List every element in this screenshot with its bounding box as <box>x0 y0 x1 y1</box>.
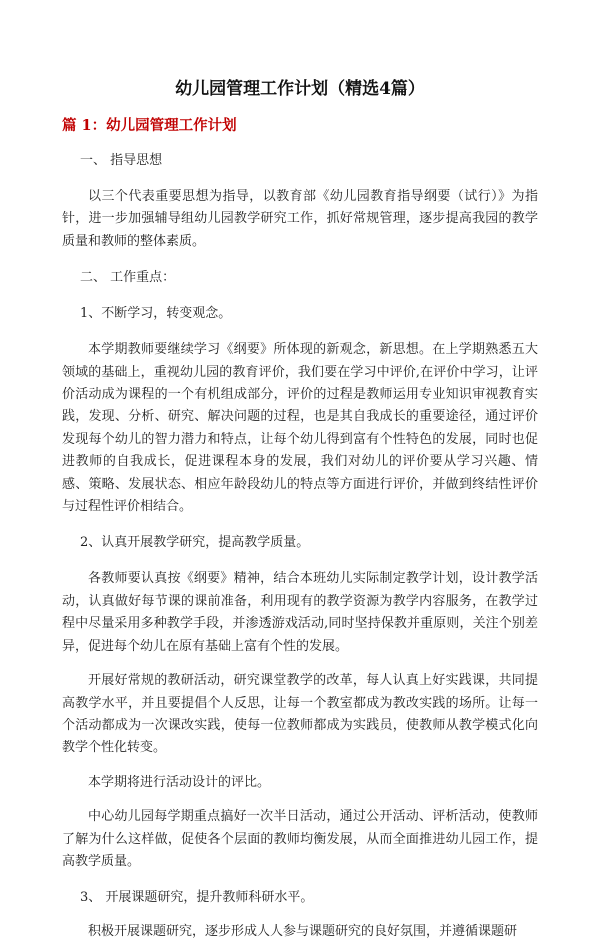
heading-item-2: 2、认真开展教学研究，提高教学质量。 <box>80 535 310 551</box>
section-heading: 篇 1：幼儿园管理工作计划 <box>62 117 237 134</box>
paragraph: 以三个代表重要思想为指导，以教育部《幼儿园教育指导纲要（试行）》为指针，进一步加强辅导组幼儿园教学研究工作，抓好常规管理，逐步提高我园的教学质量和教师的整体素质。 <box>62 189 538 249</box>
paragraph: 本学期将进行活动设计的评比。 <box>88 774 271 790</box>
paragraph: 开展好常规的教研活动，研究课堂教学的改革，每人认真上好实践课，共同提高教学水平，并且要提倡个人反思，让每一个教室都成为教改实践的场所。让每一个活动都成为一次课改实践，使每一位教师都成为实践员，使教师从教学模式化向教学个性化转变。 <box>62 673 538 756</box>
heading-guiding-ideology: 一、 指导思想 <box>80 153 163 168</box>
paragraph: 中心幼儿园每学期重点搞好一次半日活动，通过公开活动、评析活动，使教师了解为什么这样做，促使各个层面的教师均衡发展，从而全面推进幼儿园工作，提高教学质量。 <box>62 809 538 869</box>
document-title: 幼儿园管理工作计划（精选4篇） <box>175 79 425 99</box>
heading-item-1: 1、不断学习，转变观念。 <box>80 306 232 322</box>
paragraph: 积极开展课题研究，逐步形成人人参与课题研究的良好氛围，并遵循课题研 <box>88 924 518 940</box>
paragraph: 本学期教师要继续学习《纲要》所体现的新观念，新思想。在上学期熟悉五大领域的基础上，重视幼儿园的教育评价，我们要在学习中评价,在评价中学习，让评价活动成为课程的一个有机组成部分，评价的过程是教师运用专业知识审视教育实践，发现、分析、研究、解决问题的过程，也是其自我成长的重要途径，通过评价发现每个幼儿的智力潜力和特点，让每个幼儿得到富有个性特色的发展，同时也促进教师的自我成长，促进课程本身的发展，我们对幼儿的评价要从学习兴趣、情感、策略、发展状态、相应年龄段幼儿的特点等方面进行评价，并做到终结性评价与过程性评价相结合。 <box>62 342 538 515</box>
heading-work-focus: 二、 工作重点： <box>80 270 176 286</box>
heading-item-3: 3、 开展课题研究，提升教师科研水平。 <box>80 890 314 906</box>
paragraph: 各教师要认真按《纲要》精神，结合本班幼儿实际制定教学计划，设计教学活动，认真做好每节课的课前准备，利用现有的教学资源为教学内容服务，在教学过程中尽量采用多种教学手段，并渗透游戏活动,同时坚持保教并重原则，关注个别差异，促进每个幼儿在原有基础上富有个性的发展。 <box>62 571 538 654</box>
